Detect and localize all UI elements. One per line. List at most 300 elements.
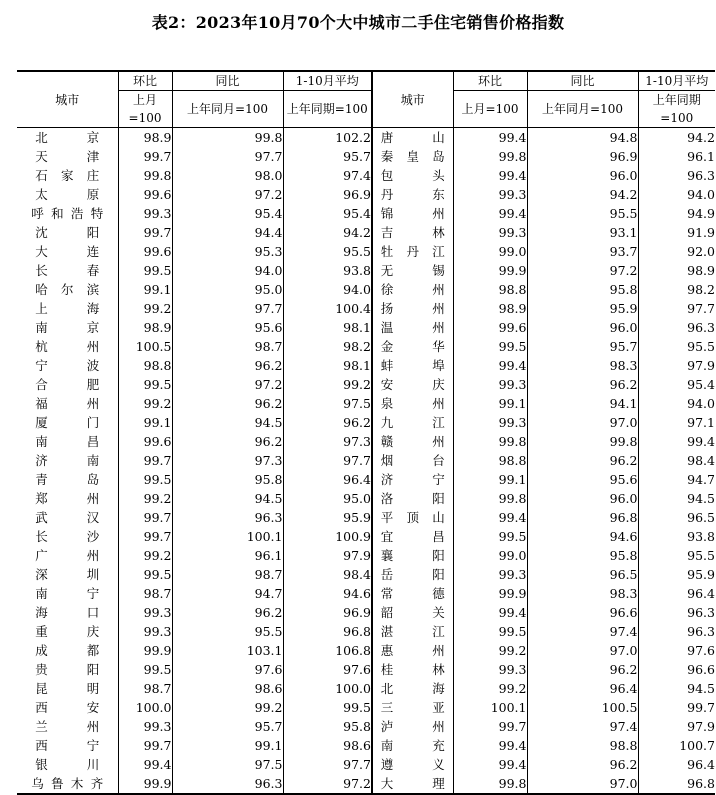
city-name-left — [17, 299, 118, 318]
mom-value-right: 99.9 — [453, 584, 527, 603]
yoy-value-left: 98.0 — [172, 166, 283, 185]
yoy-value-right: 100.5 — [527, 698, 638, 717]
city-label: 吉林 — [380, 225, 445, 240]
city-label: 西宁 — [35, 738, 100, 753]
city-name-left — [17, 603, 118, 622]
yoy-value-left: 95.8 — [172, 470, 283, 489]
city-label: 银川 — [35, 757, 100, 772]
city-name-left — [17, 394, 118, 413]
table-row — [17, 318, 715, 337]
mom-value-left: 99.4 — [118, 755, 172, 774]
mom-value-left: 99.5 — [118, 470, 172, 489]
city-label: 牡丹江 — [380, 244, 445, 259]
city-label: 北海 — [380, 681, 445, 696]
mom-value-left: 99.3 — [118, 717, 172, 736]
city-name-right — [372, 394, 453, 413]
city-label: 包头 — [380, 168, 445, 183]
city-label: 南京 — [35, 320, 100, 335]
city-name-left — [17, 470, 118, 489]
city-name-left — [17, 318, 118, 337]
city-name-right — [372, 622, 453, 641]
mom-value-left: 99.5 — [118, 375, 172, 394]
table-row — [17, 223, 715, 242]
table-row — [17, 261, 715, 280]
city-label: 昆明 — [35, 681, 100, 696]
yoy-value-right: 96.5 — [527, 565, 638, 584]
table-row — [17, 375, 715, 394]
table-row — [17, 774, 715, 794]
header-mom-right: 环比 — [453, 71, 527, 91]
mom-value-right: 99.8 — [453, 147, 527, 166]
mom-value-right: 99.0 — [453, 242, 527, 261]
city-label: 无锡 — [380, 263, 445, 278]
header-row-1 — [17, 71, 715, 91]
price-index-table — [17, 70, 715, 795]
city-label: 福州 — [35, 396, 100, 411]
header-avg-base-right: 上年同期=100 — [638, 91, 715, 128]
mom-value-right: 98.9 — [453, 299, 527, 318]
yoy-value-left: 98.7 — [172, 565, 283, 584]
city-label: 太原 — [35, 187, 100, 202]
city-name-left — [17, 204, 118, 223]
avg-value-right: 95.4 — [687, 377, 715, 392]
mom-value-left: 99.1 — [118, 413, 172, 432]
city-label: 大理 — [380, 776, 445, 791]
avg-value-right: 94.5 — [687, 491, 715, 506]
mom-value-right: 99.3 — [453, 375, 527, 394]
table-row — [17, 204, 715, 223]
yoy-value-right: 99.8 — [527, 432, 638, 451]
table-row — [17, 660, 715, 679]
avg-value-right: 96.8 — [638, 774, 715, 794]
avg-value-left: 93.8 — [283, 261, 372, 280]
mom-value-right: 99.2 — [453, 641, 527, 660]
city-label: 桂林 — [380, 662, 445, 677]
mom-value-left: 99.8 — [118, 166, 172, 185]
yoy-value-right: 95.8 — [527, 546, 638, 565]
avg-value-right: 98.4 — [687, 453, 715, 468]
yoy-value-left: 94.0 — [172, 261, 283, 280]
yoy-value-left: 94.7 — [172, 584, 283, 603]
avg-value-left: 96.4 — [283, 470, 372, 489]
city-name-left — [17, 717, 118, 736]
yoy-value-right: 94.1 — [527, 394, 638, 413]
avg-value-right: 91.9 — [687, 225, 715, 240]
city-name-left — [17, 166, 118, 185]
city-name-right — [372, 337, 453, 356]
avg-value-left: 97.7 — [283, 755, 372, 774]
yoy-value-right: 96.2 — [527, 755, 638, 774]
city-name-right — [372, 451, 453, 470]
city-label: 深圳 — [35, 567, 100, 582]
mom-value-right: 99.3 — [453, 223, 527, 242]
avg-value-left: 102.2 — [283, 128, 372, 148]
avg-value-right: 94.0 — [687, 396, 715, 411]
mom-value-right: 99.9 — [453, 261, 527, 280]
yoy-value-left: 97.3 — [172, 451, 283, 470]
city-name-right — [372, 356, 453, 375]
avg-value-right: 94.0 — [687, 187, 715, 202]
avg-value-left: 94.2 — [283, 223, 372, 242]
mom-value-left: 99.7 — [118, 508, 172, 527]
city-label: 洛阳 — [380, 491, 445, 506]
yoy-value-right: 95.5 — [527, 204, 638, 223]
yoy-value-left: 96.3 — [172, 774, 283, 794]
avg-value-right: 100.7 — [679, 738, 715, 753]
yoy-value-right: 96.8 — [527, 508, 638, 527]
table-row — [17, 679, 715, 698]
avg-value-right: 97.9 — [687, 358, 715, 373]
city-label: 岳阳 — [380, 567, 445, 582]
city-label: 呼和浩特 — [31, 206, 104, 221]
avg-value-right: 96.4 — [687, 586, 715, 601]
city-label: 蚌埠 — [380, 358, 445, 373]
yoy-value-right: 94.2 — [527, 185, 638, 204]
yoy-value-left: 97.2 — [172, 185, 283, 204]
yoy-value-right: 95.7 — [527, 337, 638, 356]
header-city-left: 城市 — [17, 71, 118, 128]
yoy-value-right: 94.6 — [527, 527, 638, 546]
avg-value-left: 97.9 — [283, 546, 372, 565]
city-name-right — [372, 546, 453, 565]
city-label: 赣州 — [380, 434, 445, 449]
city-label: 长春 — [35, 263, 100, 278]
mom-value-left: 98.7 — [118, 679, 172, 698]
yoy-value-left: 100.1 — [172, 527, 283, 546]
avg-value-right: 98.2 — [687, 282, 715, 297]
avg-value-left: 95.9 — [283, 508, 372, 527]
mom-value-right: 99.4 — [453, 356, 527, 375]
city-label: 温州 — [380, 320, 445, 335]
yoy-value-left: 98.6 — [172, 679, 283, 698]
mom-value-left: 99.6 — [118, 432, 172, 451]
header-avg-base-left: 上年同期=100 — [283, 91, 372, 128]
city-label: 天津 — [35, 149, 100, 164]
mom-value-right: 99.4 — [453, 204, 527, 223]
city-name-left — [17, 527, 118, 546]
avg-value-right: 94.2 — [687, 130, 715, 145]
mom-value-right: 99.6 — [453, 318, 527, 337]
mom-value-right: 99.7 — [453, 717, 527, 736]
yoy-value-left: 96.2 — [172, 394, 283, 413]
yoy-value-right: 95.9 — [527, 299, 638, 318]
yoy-value-left: 94.5 — [172, 489, 283, 508]
avg-value-left: 94.0 — [283, 280, 372, 299]
city-label: 锦州 — [380, 206, 445, 221]
mom-value-left: 99.3 — [118, 622, 172, 641]
mom-value-right: 99.5 — [453, 337, 527, 356]
avg-value-left: 97.5 — [283, 394, 372, 413]
table-row — [17, 280, 715, 299]
mom-value-left: 99.1 — [118, 280, 172, 299]
avg-value-left: 96.9 — [283, 185, 372, 204]
city-name-left — [17, 242, 118, 261]
city-name-left — [17, 223, 118, 242]
city-label: 丹东 — [380, 187, 445, 202]
avg-value-right: 94.9 — [687, 206, 715, 221]
city-label: 济南 — [35, 453, 100, 468]
avg-value-right: 95.5 — [687, 548, 715, 563]
mom-value-right: 99.4 — [453, 755, 527, 774]
city-label: 秦皇岛 — [380, 149, 445, 164]
table-title: 表2：2023年10月70个大中城市二手住宅销售价格指数 — [151, 13, 565, 32]
city-name-right — [372, 204, 453, 223]
avg-value-right: 92.0 — [687, 244, 715, 259]
city-label: 烟台 — [380, 453, 445, 468]
avg-value-right: 96.5 — [687, 510, 715, 525]
city-name-left — [17, 508, 118, 527]
mom-value-left: 99.7 — [118, 527, 172, 546]
avg-value-right: 94.5 — [687, 681, 715, 696]
table-row — [17, 584, 715, 603]
yoy-value-left: 97.5 — [172, 755, 283, 774]
avg-value-left: 100.0 — [283, 679, 372, 698]
mom-value-right: 100.1 — [453, 698, 527, 717]
mom-value-left: 99.5 — [118, 261, 172, 280]
header-mom-left: 环比 — [118, 71, 172, 91]
avg-value-right: 99.7 — [687, 700, 715, 715]
mom-value-right: 99.1 — [453, 470, 527, 489]
city-name-right — [372, 527, 453, 546]
yoy-value-left: 97.2 — [172, 375, 283, 394]
city-name-right — [372, 489, 453, 508]
table-row — [17, 299, 715, 318]
yoy-value-right: 97.0 — [527, 413, 638, 432]
yoy-value-right: 97.4 — [527, 622, 638, 641]
table-row — [17, 166, 715, 185]
city-name-right — [372, 413, 453, 432]
city-name-left — [17, 622, 118, 641]
city-name-left — [17, 679, 118, 698]
mom-value-right: 99.4 — [453, 166, 527, 185]
yoy-value-left: 95.6 — [172, 318, 283, 337]
header-mom-base-left: 上月=100 — [118, 91, 172, 128]
mom-value-right: 99.4 — [453, 128, 527, 148]
header-yoy-left: 同比 — [172, 71, 283, 91]
avg-value-left: 95.8 — [283, 717, 372, 736]
city-name-right — [372, 223, 453, 242]
city-label: 重庆 — [35, 624, 100, 639]
yoy-value-left: 97.7 — [172, 147, 283, 166]
city-name-right — [372, 147, 453, 166]
city-name-left — [17, 356, 118, 375]
avg-value-right: 97.7 — [687, 301, 715, 316]
city-name-left — [17, 432, 118, 451]
city-label: 武汉 — [35, 510, 100, 525]
city-name-left — [17, 451, 118, 470]
city-label: 金华 — [380, 339, 445, 354]
header-mom-base-right: 上月=100 — [453, 91, 527, 128]
yoy-value-right: 93.7 — [527, 242, 638, 261]
avg-value-left: 95.7 — [283, 147, 372, 166]
yoy-value-left: 99.8 — [172, 128, 283, 148]
city-label: 哈尔滨 — [35, 282, 100, 297]
yoy-value-left: 99.1 — [172, 736, 283, 755]
avg-value-left: 97.3 — [283, 432, 372, 451]
avg-value-left: 106.8 — [283, 641, 372, 660]
city-name-left — [17, 755, 118, 774]
avg-value-left: 99.2 — [283, 375, 372, 394]
avg-value-right: 97.9 — [687, 719, 715, 734]
city-name-right — [372, 299, 453, 318]
city-name-right — [372, 508, 453, 527]
yoy-value-left: 97.6 — [172, 660, 283, 679]
yoy-value-left: 96.1 — [172, 546, 283, 565]
mom-value-right: 99.2 — [453, 679, 527, 698]
mom-value-left: 99.3 — [118, 603, 172, 622]
yoy-value-right: 96.0 — [527, 489, 638, 508]
city-label: 兰州 — [35, 719, 100, 734]
city-name-left — [17, 375, 118, 394]
avg-value-left: 95.5 — [283, 242, 372, 261]
yoy-value-left: 94.5 — [172, 413, 283, 432]
avg-value-left: 94.6 — [283, 584, 372, 603]
mom-value-left: 99.5 — [118, 660, 172, 679]
mom-value-left: 99.7 — [118, 736, 172, 755]
yoy-value-right: 96.9 — [527, 147, 638, 166]
avg-value-left: 99.5 — [283, 698, 372, 717]
city-label: 九江 — [380, 415, 445, 430]
avg-value-right: 96.3 — [687, 624, 715, 639]
mom-value-right: 99.4 — [453, 736, 527, 755]
avg-value-right: 93.8 — [687, 529, 715, 544]
avg-value-right: 95.9 — [687, 567, 715, 582]
avg-value-right: 97.1 — [687, 415, 715, 430]
avg-value-left: 96.9 — [283, 603, 372, 622]
table-row — [17, 622, 715, 641]
yoy-value-right: 96.0 — [527, 318, 638, 337]
city-label: 徐州 — [380, 282, 445, 297]
city-label: 平顶山 — [380, 510, 445, 525]
avg-value-left: 97.7 — [283, 451, 372, 470]
avg-value-right: 96.6 — [687, 662, 715, 677]
table-row — [17, 736, 715, 755]
header-yoy-right: 同比 — [527, 71, 638, 91]
mom-value-right: 99.5 — [453, 527, 527, 546]
mom-value-left: 98.7 — [118, 584, 172, 603]
city-name-right — [372, 318, 453, 337]
mom-value-right: 99.8 — [453, 774, 527, 794]
yoy-value-left: 95.7 — [172, 717, 283, 736]
avg-value-right: 96.1 — [687, 149, 715, 164]
city-label: 沈阳 — [35, 225, 100, 240]
yoy-value-right: 98.3 — [527, 584, 638, 603]
yoy-value-right: 97.4 — [527, 717, 638, 736]
city-name-left — [17, 489, 118, 508]
mom-value-left: 99.2 — [118, 394, 172, 413]
city-label: 长沙 — [35, 529, 100, 544]
city-name-left — [17, 413, 118, 432]
city-label: 贵阳 — [35, 662, 100, 677]
mom-value-right: 99.0 — [453, 546, 527, 565]
city-name-left — [17, 128, 118, 148]
city-label: 常德 — [380, 586, 445, 601]
city-label: 郑州 — [35, 491, 100, 506]
city-label: 安庆 — [380, 377, 445, 392]
city-name-left — [17, 337, 118, 356]
yoy-value-left: 96.3 — [172, 508, 283, 527]
city-name-left — [17, 698, 118, 717]
table-row — [17, 565, 715, 584]
avg-value-left: 98.4 — [283, 565, 372, 584]
mom-value-left: 99.3 — [118, 204, 172, 223]
city-label: 成都 — [35, 643, 100, 658]
mom-value-left: 99.9 — [118, 774, 172, 794]
mom-value-left: 99.7 — [118, 147, 172, 166]
mom-value-right: 99.3 — [453, 565, 527, 584]
mom-value-left: 98.8 — [118, 356, 172, 375]
city-label: 南充 — [380, 738, 445, 753]
table-body — [17, 128, 715, 795]
yoy-value-right: 96.2 — [527, 375, 638, 394]
yoy-value-right: 93.1 — [527, 223, 638, 242]
city-label: 石家庄 — [35, 168, 100, 183]
table-row — [17, 527, 715, 546]
avg-value-right: 99.4 — [687, 434, 715, 449]
mom-value-right: 99.5 — [453, 622, 527, 641]
city-label: 襄阳 — [380, 548, 445, 563]
mom-value-left: 98.9 — [118, 128, 172, 148]
city-label: 南昌 — [35, 434, 100, 449]
table-row — [17, 603, 715, 622]
avg-value-left: 96.8 — [283, 622, 372, 641]
mom-value-left: 99.2 — [118, 299, 172, 318]
city-name-left — [17, 261, 118, 280]
mom-value-left: 98.9 — [118, 318, 172, 337]
yoy-value-left: 95.0 — [172, 280, 283, 299]
avg-value-right: 96.3 — [687, 168, 715, 183]
city-name-right — [372, 261, 453, 280]
city-name-right — [372, 755, 453, 774]
city-label: 合肥 — [35, 377, 100, 392]
mom-value-left: 99.5 — [118, 565, 172, 584]
city-name-left — [17, 584, 118, 603]
yoy-value-left: 96.2 — [172, 356, 283, 375]
yoy-value-right: 97.0 — [527, 641, 638, 660]
mom-value-left: 100.0 — [118, 698, 172, 717]
mom-value-right: 99.1 — [453, 394, 527, 413]
avg-value-left: 98.1 — [283, 356, 372, 375]
mom-value-left: 100.5 — [118, 337, 172, 356]
city-name-right — [372, 679, 453, 698]
avg-value-left: 100.4 — [283, 299, 372, 318]
mom-value-right: 99.3 — [453, 413, 527, 432]
header-avg-left: 1-10月平均 — [283, 71, 372, 91]
city-name-left — [17, 565, 118, 584]
yoy-value-right: 96.0 — [527, 166, 638, 185]
yoy-value-right: 98.3 — [527, 356, 638, 375]
city-name-left — [17, 660, 118, 679]
avg-value-right: 97.6 — [687, 643, 715, 658]
city-name-right — [372, 432, 453, 451]
mom-value-left: 99.6 — [118, 242, 172, 261]
city-label: 湛江 — [380, 624, 445, 639]
yoy-value-right: 96.2 — [527, 660, 638, 679]
city-label: 上海 — [35, 301, 100, 316]
city-label: 三亚 — [380, 700, 445, 715]
yoy-value-right: 95.8 — [527, 280, 638, 299]
city-label: 宜昌 — [380, 529, 445, 544]
avg-value-left: 97.4 — [283, 166, 372, 185]
mom-value-left: 99.7 — [118, 451, 172, 470]
header-yoy-base-left: 上年同月=100 — [172, 91, 283, 128]
table-row — [17, 147, 715, 166]
mom-value-left: 99.9 — [118, 641, 172, 660]
city-label: 济宁 — [380, 472, 445, 487]
table-row — [17, 641, 715, 660]
avg-value-left: 98.2 — [283, 337, 372, 356]
city-label: 泉州 — [380, 396, 445, 411]
